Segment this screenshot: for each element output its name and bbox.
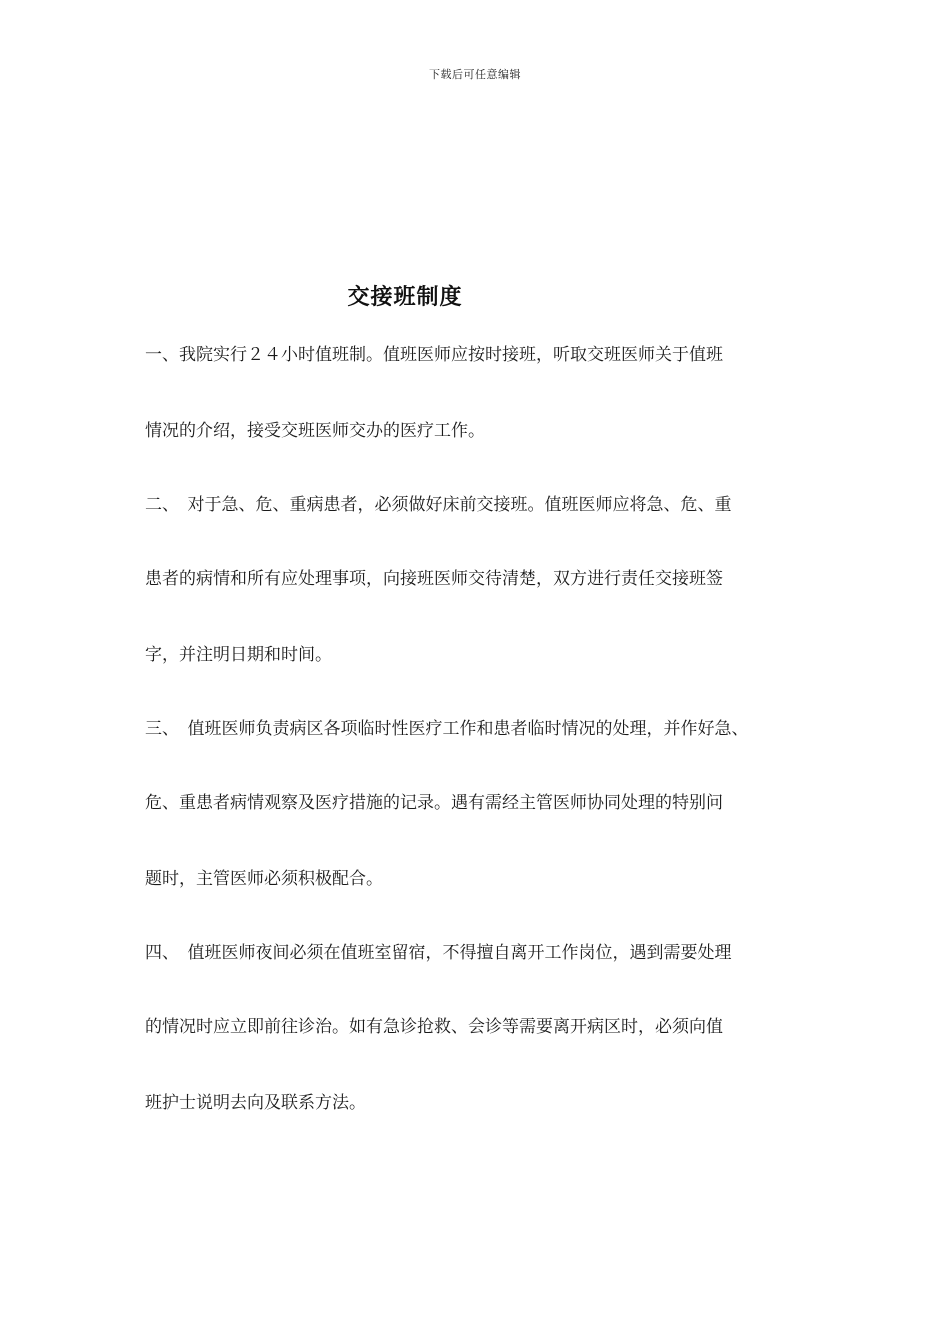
paragraph-3-line-2: 危、重患者病情观察及医疗措施的记录。遇有需经主管医师协同处理的特别问 [145, 793, 723, 813]
document-title: 交接班制度 [347, 284, 463, 310]
paragraph-2-line-1: 二、 对于急、危、重病患者，必须做好床前交接班。值班医师应将急、危、重 [145, 495, 732, 515]
page-header-note: 下载后可任意编辑 [429, 68, 521, 81]
paragraph-2-line-3: 字，并注明日期和时间。 [145, 645, 332, 665]
paragraph-3-line-1: 三、 值班医师负责病区各项临时性医疗工作和患者临时情况的处理，并作好急、 [145, 719, 749, 739]
paragraph-2-line-2: 患者的病情和所有应处理事项，向接班医师交待清楚，双方进行责任交接班签 [145, 569, 723, 589]
paragraph-4-line-3: 班护士说明去向及联系方法。 [145, 1093, 366, 1113]
paragraph-4-line-1: 四、 值班医师夜间必须在值班室留宿，不得擅自离开工作岗位，遇到需要处理 [145, 943, 732, 963]
paragraph-4-line-2: 的情况时应立即前往诊治。如有急诊抢救、会诊等需要离开病区时，必须向值 [145, 1017, 723, 1037]
paragraph-1-line-2: 情况的介绍，接受交班医师交办的医疗工作。 [145, 421, 485, 441]
paragraph-1-line-1: 一、我院实行２４小时值班制。值班医师应按时接班，听取交班医师关于值班 [145, 345, 723, 365]
paragraph-3-line-3: 题时，主管医师必须积极配合。 [145, 869, 383, 889]
